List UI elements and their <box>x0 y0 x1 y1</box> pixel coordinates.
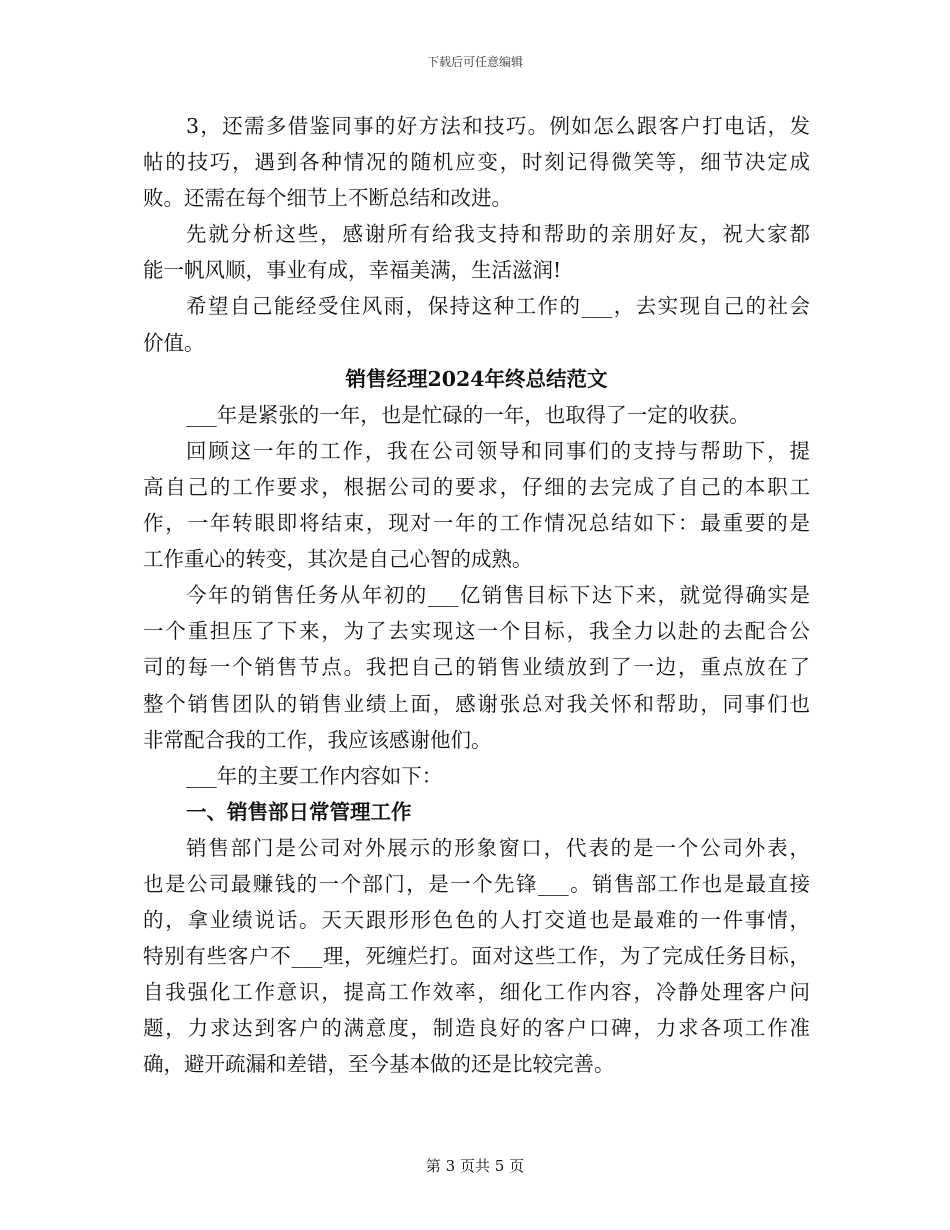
paragraph-line: 的，拿业绩说话。天天跟形形色色的人打交道也是最难的一件事情， <box>143 908 810 933</box>
section-heading: 一、销售部日常管理工作 <box>186 799 412 824</box>
paragraph-line: 特别有些客户不___理，死缠烂打。面对这些工作，为了完成任务目标， <box>143 944 810 969</box>
paragraph-line: 3，还需多借鉴同事的好方法和技巧。例如怎么跟客户打电话，发 <box>186 114 810 138</box>
paragraph-line: 销售部门是公司对外展示的形象窗口，代表的是一个公司外表， <box>186 835 810 860</box>
paragraph-line: 题，力求达到客户的满意度，制造良好的客户口碑，力求各项工作准 <box>143 1016 810 1041</box>
paragraph-line: 作，一年转眼即将结束，现对一年的工作情况总结如下：最重要的是 <box>143 511 810 536</box>
paragraph-line: 价值。 <box>143 330 205 355</box>
paragraph-line: 确，避开疏漏和差错，至今基本做的还是比较完善。 <box>143 1052 615 1077</box>
paragraph-line: 一个重担压了下来，为了去实现这一个目标，我全力以赴的去配合公 <box>143 619 810 644</box>
paragraph-line: 能一帆风顺，事业有成，幸福美满，生活滋润! <box>143 258 562 283</box>
page-header: 下载后可任意编辑 <box>426 55 523 69</box>
paragraph-line: 帖的技巧，遇到各种情况的随机应变，时刻记得微笑等，细节决定成 <box>143 150 810 175</box>
paragraph-line: 高自己的工作要求，根据公司的要求，仔细的去完成了自己的本职工 <box>143 474 810 499</box>
paragraph-line: 败。还需在每个细节上不断总结和改进。 <box>143 186 512 211</box>
paragraph-line: 自我强化工作意识，提高工作效率，细化工作内容，冷静处理客户问 <box>143 980 810 1005</box>
document-body <box>143 108 810 1083</box>
paragraph-line: 工作重心的转变，其次是自己心智的成熟。 <box>143 547 533 572</box>
paragraph-line: 非常配合我的工作，我应该感谢他们。 <box>143 727 492 752</box>
page-footer: 第 3 页共 5 页 <box>425 1157 525 1175</box>
paragraph-line: 也是公司最赚钱的一个部门，是一个先锋___。销售部工作也是最直接 <box>143 871 810 896</box>
paragraph-line: 回顾这一年的工作，我在公司领导和同事们的支持与帮助下，提 <box>186 438 810 463</box>
paragraph-line: 整个销售团队的销售业绩上面，感谢张总对我关怀和帮助，同事们也 <box>143 691 810 716</box>
paragraph-line: 今年的销售任务从年初的___亿销售目标下达下来，就觉得确实是 <box>186 583 810 608</box>
section-title: 销售经理2024年终总结范文 <box>345 366 608 391</box>
paragraph-line: 先就分析这些，感谢所有给我支持和帮助的亲朋好友，祝大家都 <box>186 222 810 247</box>
paragraph-line: 司的每一个销售节点。我把自己的销售业绩放到了一边，重点放在了 <box>143 655 810 680</box>
paragraph-line: ___年的主要工作内容如下： <box>186 763 443 788</box>
paragraph-line: 希望自己能经受住风雨，保持这种工作的___，去实现自己的社会 <box>186 294 810 319</box>
paragraph-line: ___年是紧张的一年，也是忙碌的一年，也取得了一定的收获。 <box>186 402 750 427</box>
